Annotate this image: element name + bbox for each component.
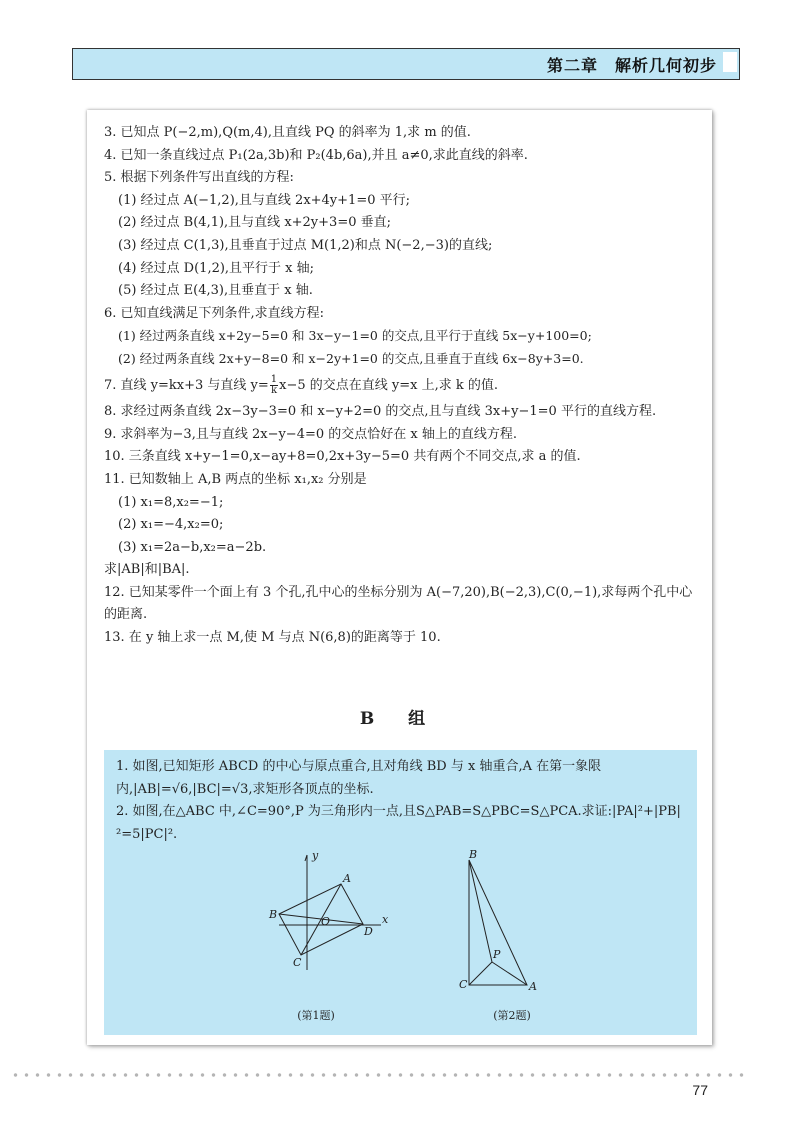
problem-6: 6. 已知直线满足下列条件,求直线方程: xyxy=(104,305,325,321)
group-b-title: B 组 xyxy=(359,709,440,729)
figure-1-svg xyxy=(249,845,399,975)
header-decor-square xyxy=(723,52,737,72)
exercise-panel xyxy=(87,110,712,1045)
group-b-box xyxy=(104,750,697,1035)
problem-7-text-b: x−5 的交点在直线 y=x 上,求 k 的值. xyxy=(279,377,499,393)
problem-9: 9. 求斜率为−3,且与直线 2x−y−4=0 的交点恰好在 x 轴上的直线方程. xyxy=(104,426,517,442)
figure-1-rectangle xyxy=(249,845,399,979)
figure-1-caption: (第1题) xyxy=(297,1009,335,1022)
label-b: B xyxy=(269,908,278,921)
label-a: A xyxy=(343,872,351,885)
problem-5-4: (4) 经过点 D(1,2),且平行于 x 轴; xyxy=(118,260,315,276)
problem-5-1: (1) 经过点 A(−1,2),且与直线 2x+4y+1=0 平行; xyxy=(118,192,410,208)
label-b: B xyxy=(469,848,478,861)
segment-pb xyxy=(469,860,492,962)
problem-6-2: (2) 经过两条直线 2x+y−8=0 和 x−2y+1=0 的交点,且垂直于直线 6x−8y+3=0. xyxy=(118,350,584,366)
problem-11-2: (2) x₁=−4,x₂=0; xyxy=(118,517,224,533)
chapter-title: 第二章 解析几何初步 xyxy=(546,56,717,75)
figure-2-svg xyxy=(459,848,569,993)
fraction-1-over-k xyxy=(270,375,278,396)
problem-13: 13. 在 y 轴上求一点 M,使 M 与点 N(6,8)的距离等于 10. xyxy=(104,630,441,646)
problem-7-text-a: 7. 直线 y=kx+3 与直线 y= xyxy=(104,377,269,393)
label-p: P xyxy=(493,948,501,961)
problem-5-2: (2) 经过点 B(4,1),且与直线 x+2y+3=0 垂直; xyxy=(118,215,391,231)
label-d: D xyxy=(364,925,373,938)
problem-4: 4. 已知一条直线过点 P₁(2a,3b)和 P₂(4b,6a),并且 a≠0,求此直线的斜率. xyxy=(104,147,528,163)
page-number: 77 xyxy=(692,1082,708,1098)
chapter-header-bar xyxy=(72,48,740,80)
segment-pc xyxy=(469,962,492,985)
problem-3: 3. 已知点 P(−2,m),Q(m,4),且直线 PQ 的斜率为 1,求 m 的值. xyxy=(104,125,471,140)
problem-11-3: (3) x₁=2a−b,x₂=a−2b. xyxy=(118,539,267,555)
figure-2-triangle xyxy=(459,850,569,994)
problem-11-1: (1) x₁=8,x₂=−1; xyxy=(118,494,224,510)
fraction-numerator: 1 xyxy=(270,373,278,385)
problem-list xyxy=(104,122,699,650)
footer-dot-divider xyxy=(10,1072,750,1078)
problem-10: 10. 三条直线 x+y−1=0,x−ay+8=0,2x+3y−5=0 共有两个不同交点,求 a 的值. xyxy=(104,449,581,465)
group-b-text xyxy=(116,756,688,846)
problem-7 xyxy=(104,375,699,398)
figure-2-caption: (第2题) xyxy=(493,1009,531,1022)
b-problem-2: 2. 如图,在△ABC 中,∠C=90°,P 为三角形内一点,且S△PAB=S△PBC=S△PCA.求证:|PA|²+|PB|²=5|PC|². xyxy=(116,804,681,842)
label-c: C xyxy=(459,978,468,991)
problem-11: 11. 已知数轴上 A,B 两点的坐标 x₁,x₂ 分别是 xyxy=(104,471,367,487)
label-a: A xyxy=(529,980,537,993)
label-c: C xyxy=(293,956,302,969)
fraction-denominator: k xyxy=(270,384,277,396)
problem-5-5: (5) 经过点 E(4,3),且垂直于 x 轴. xyxy=(118,283,313,299)
problem-12: 12. 已知某零件一个面上有 3 个孔,孔中心的坐标分别为 A(−7,20),B(−2,3),C(0,−1),求每两个孔中心的距离. xyxy=(104,584,693,623)
problem-11-question: 求|AB|和|BA|. xyxy=(104,562,190,578)
problem-5: 5. 根据下列条件写出直线的方程: xyxy=(104,170,294,186)
problem-8: 8. 求经过两条直线 2x−3y−3=0 和 x−y+2=0 的交点,且与直线 3x+y−1=0 平行的直线方程. xyxy=(104,404,657,420)
b-problem-1: 1. 如图,已知矩形 ABCD 的中心与原点重合,且对角线 BD 与 x 轴重合,A 在第一象限内,|AB|=√6,|BC|=√3,求矩形各顶点的坐标. xyxy=(116,759,602,797)
problem-5-3: (3) 经过点 C(1,3),且垂直于过点 M(1,2)和点 N(−2,−3)的直线; xyxy=(118,237,493,253)
label-o: O xyxy=(321,915,331,928)
label-x: x xyxy=(382,913,389,926)
label-y: y xyxy=(312,849,319,862)
problem-6-1: (1) 经过两条直线 x+2y−5=0 和 3x−y−1=0 的交点,且平行于直线 5x−y+100=0; xyxy=(118,328,592,344)
